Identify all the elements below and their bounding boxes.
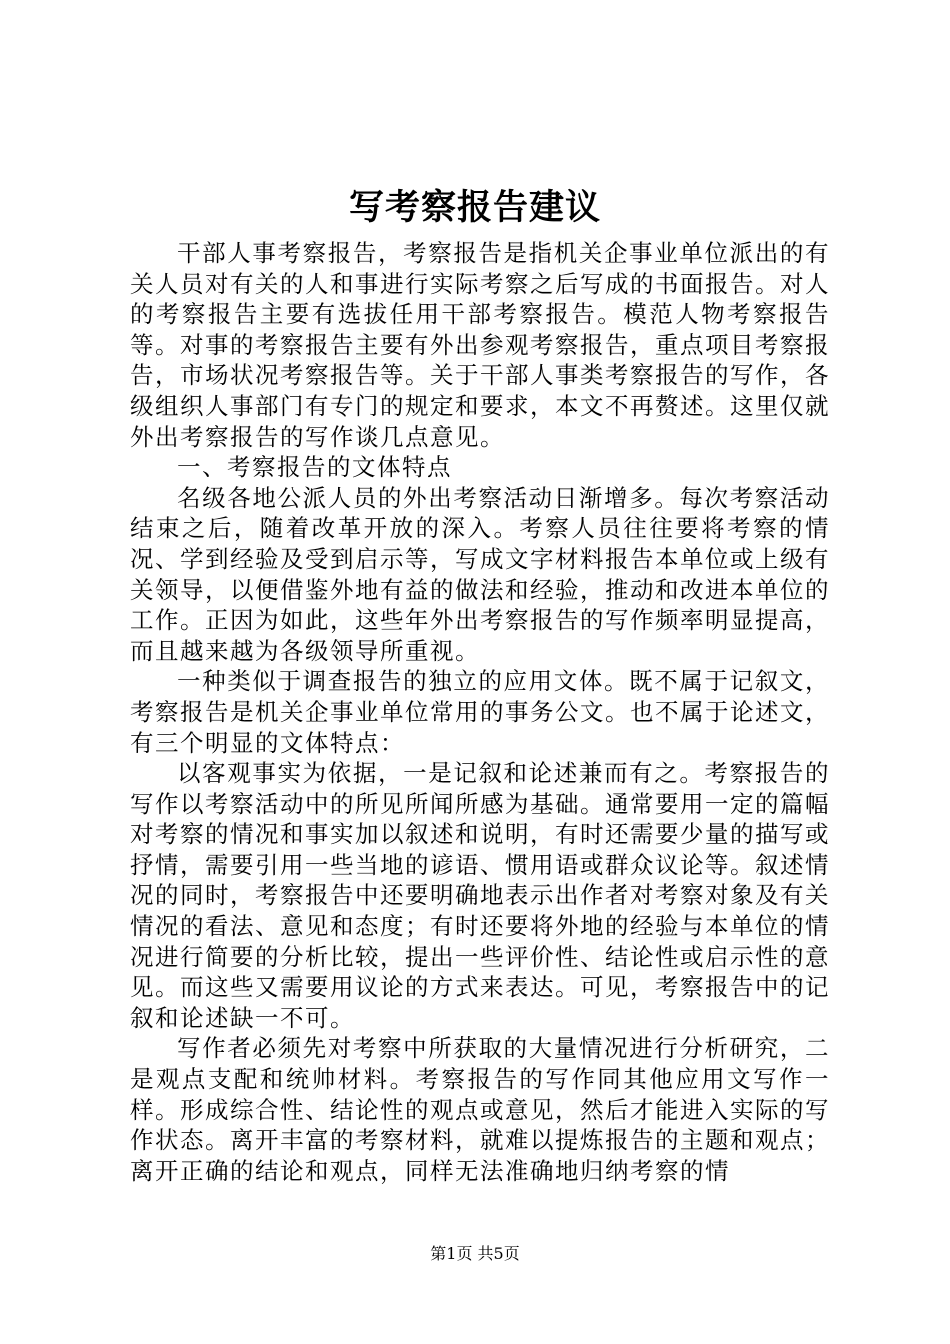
- document-body: [130, 238, 830, 1186]
- paragraph: 写作者必须先对考察中所获取的大量情况进行分析研究，二是观点支配和统帅材料。考察报告的写作同其他应用文写作一样。形成综合性、结论性的观点或意见，然后才能进入实际的写作状态。离开丰富的考察材料，就难以提炼报告的主题和观点；离开正确的结论和观点，同样无法准确地归纳考察的情: [130, 1034, 830, 1185]
- paragraph-intro: 干部人事考察报告，考察报告是指机关企事业单位派出的有关人员对有关的人和事进行实际考察之后写成的书面报告。对人的考察报告主要有选拔任用干部考察报告。模范人物考察报告等。对事的考察报告主要有外出参观考察报告，重点项目考察报告，市场状况考察报告等。关于干部人事类考察报告的写作，各级组织人事部门有专门的规定和要求，本文不再赘述。这里仅就外出考察报告的写作谈几点意见。: [130, 239, 830, 451]
- paragraph: 以客观事实为依据，一是记叙和论述兼而有之。考察报告的写作以考察活动中的所见所闻所感为基础。通常要用一定的篇幅对考察的情况和事实加以叙述和说明，有时还需要少量的描写或抒情，需要引用一些当地的谚语、惯用语或群众议论等。叙述情况的同时，考察报告中还要明确地表示出作者对考察对象及有关情况的看法、意见和态度；有时还要将外地的经验与本单位的情况进行简要的分析比较，提出一些评价性、结论性或启示性的意见。而这些又需要用议论的方式来表达。可见，考察报告中的记叙和论述缺一不可。: [130, 759, 830, 1032]
- paragraph: 名级各地公派人员的外出考察活动日渐增多。每次考察活动结束之后，随着改革开放的深入。考察人员往往要将考察的情况、学到经验及受到启示等，写成文字材料报告本单位或上级有关领导，以便借鉴外地有益的做法和经验，推动和改进本单位的工作。正因为如此，这些年外出考察报告的写作频率明显提高，而且越来越为各级领导所重视。: [130, 483, 830, 665]
- section-heading: 一、考察报告的文体特点: [177, 453, 452, 482]
- document-title: 写考察报告建议: [348, 187, 601, 228]
- paragraph: 一种类似于调查报告的独立的应用文体。既不属于记叙文，考察报告是机关企事业单位常用的事务公文。也不属于论述文，有三个明显的文体特点：: [130, 667, 830, 757]
- page-footer: 第1页 共5页: [430, 1244, 520, 1263]
